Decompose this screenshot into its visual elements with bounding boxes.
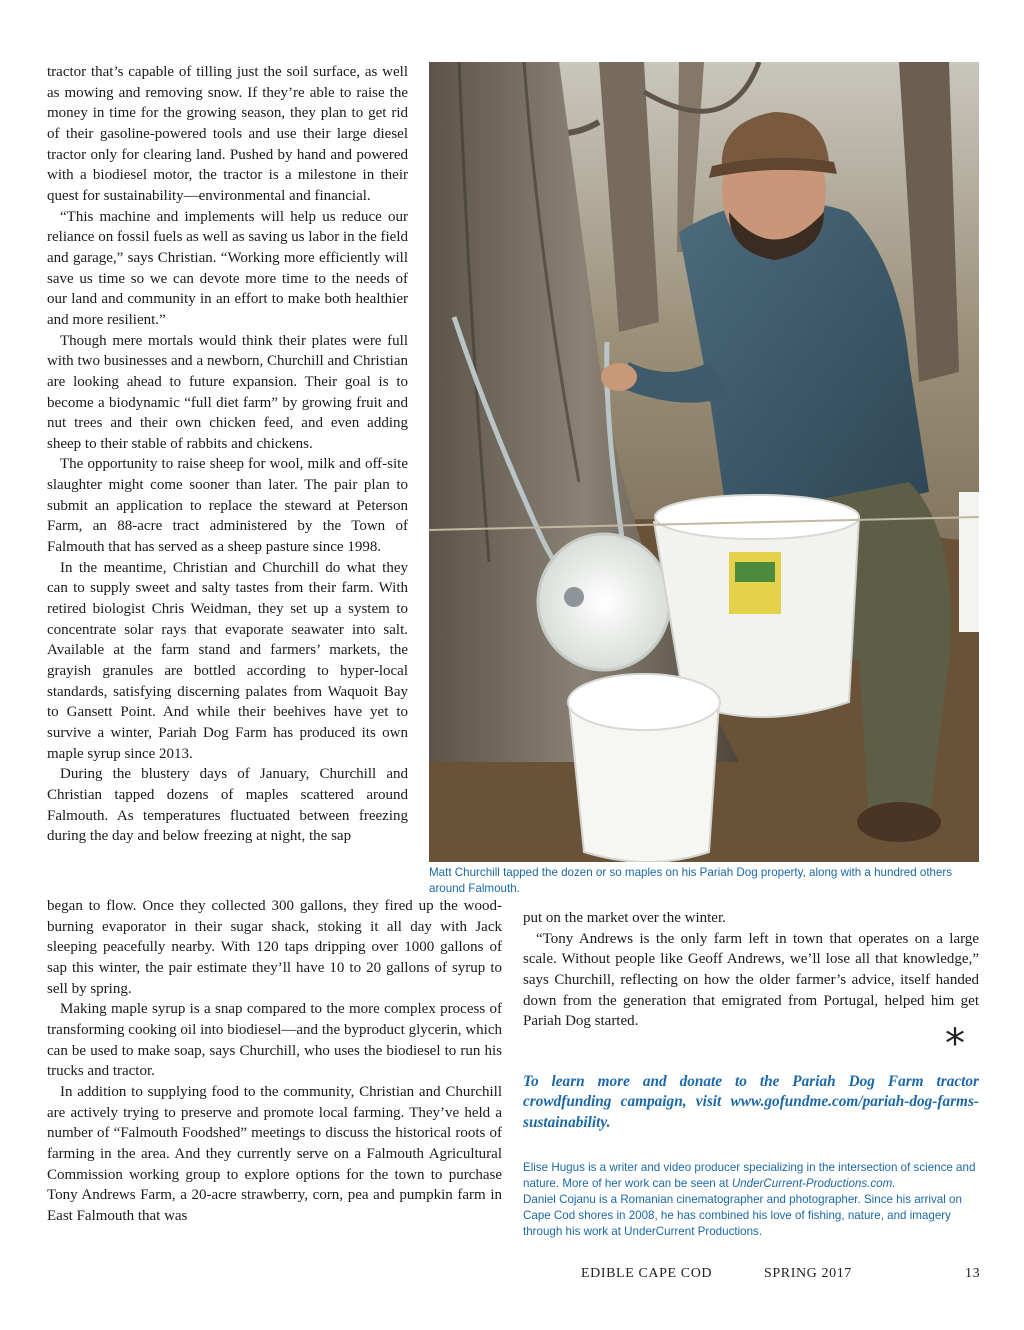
end-of-article-mark: * bbox=[945, 1021, 965, 1067]
article-paragraph: During the blustery days of January, Churchill and Christian tapped dozens of maples scattered around Falmouth. As temperatures fluctuated between freezing during the day and below freezing at night, the sap bbox=[47, 766, 408, 845]
article-paragraph: In addition to supplying food to the community, Christian and Churchill are actively trying to preserve and promote local farming. They’ve held a number of “Falmouth Foodshed” meetings to discuss the historical roots of farming in the area. And they currently serve on a Falmouth Agricultural Commission working group to explore options for the town to purchase Tony Andrews Farm, a 20-acre strawberry, corn, pea and pumpkin farm in East Falmouth that was bbox=[47, 1083, 502, 1224]
article-paragraph: In the meantime, Christian and Churchill do what they can to supply sweet and salty tastes from their farm. With retired biologist Chris Weidman, they set up a system to concentrate solar rays that evaporate seawater into salt. Available at the farm stand and farmers’ markets, the grayish granules are bottled according to hyper-local standards, satisfying discerning palates from Waquoit Bay to Gansett Point. And while their beehives have yet to survive a winter, Pariah Dog Farm has produced its own maple syrup since 2013. bbox=[47, 559, 408, 762]
article-paragraph: The opportunity to raise sheep for wool, milk and off-site slaughter might come sooner than later. The pair plan to submit an application to replace the steward at Peterson Farm, an 88-acre tract administered by the Town of Falmouth that has served as a sheep pasture since 1998. bbox=[47, 456, 408, 556]
credit-daniel: Daniel Cojanu is a Romanian cinematographer and photographer. Since his arrival on Cape Cod shores in 2008, he has combined his love of fishing, nature, and imagery through his work at UnderCurrent Productions. bbox=[523, 1193, 962, 1238]
article-column-right bbox=[523, 908, 979, 1032]
article-paragraph: “This machine and implements will help us reduce our reliance on fossil fuels as well as saving us labor in the field and garage,” says Christian. “Working more efficiently will save us time so we can devote more time to the needs of our land and community in an effort to make both healthier and more resilient.” bbox=[47, 208, 408, 328]
footer-page-number: 13 bbox=[965, 1266, 981, 1281]
crowdfunding-callout: To learn more and donate to the Pariah Dog Farm tractor crowdfunding campaign, visit www.gofundme.com/pariah-dog-farms-sustainability. bbox=[523, 1073, 979, 1131]
footer-publication: EDIBLE CAPE COD bbox=[581, 1266, 713, 1281]
page-footer bbox=[0, 1266, 1024, 1286]
article-photo bbox=[429, 62, 979, 862]
article-paragraph: “Tony Andrews is the only farm left in town that operates on a large scale. Without people like Geoff Andrews, we’ll lose all that knowledge,” says Churchill, reflecting on how the older farmer’s advice, itself handed down from the generation that emigrated from Portugal, helped him get Pariah Dog started. bbox=[523, 930, 979, 1030]
footer-issue: SPRING 2017 bbox=[764, 1266, 852, 1281]
article-paragraph: began to flow. Once they collected 300 gallons, they fired up the wood-burning evaporator in their sugar shack, stoking it all day with Jack sleeping peacefully nearby. With 120 taps dripping over 1000 gallons of sap this winter, the pair estimate they’ll have 10 to 20 gallons of syrup to sell by spring. bbox=[47, 898, 502, 997]
credit-elise-text: Elise Hugus is a writer and video producer specializing in the intersection of science and nature. More of her work can be seen at bbox=[523, 1161, 976, 1190]
author-credits bbox=[523, 1160, 979, 1240]
article-paragraph: tractor that’s capable of tilling just the soil surface, as well as mowing and removing snow. If they’re able to raise the money in time for the growing season, they plan to get rid of their gasoline-powered tools and use their large diesel tractor only for clearing land. Pushed by hand and powered with a biodiesel motor, the tractor is a milestone in their quest for sustainability—environmental and financial. bbox=[47, 64, 408, 204]
photo-caption: Matt Churchill tapped the dozen or so maples on his Pariah Dog property, along with a hundred others around Falmouth. bbox=[429, 866, 953, 895]
credit-elise-link[interactable]: UnderCurrent-Productions.com. bbox=[731, 1177, 896, 1190]
article-paragraph: Though mere mortals would think their plates were full with two businesses and a newborn, Churchill and Christian are looking ahead to future expansion. Their goal is to become a biodynamic “full diet farm” by growing fruit and nut trees and their own chicken feed, and even adding sheep to their stable of rabbits and chickens. bbox=[47, 332, 408, 452]
photo-illustration bbox=[429, 62, 979, 862]
article-column-left-bottom bbox=[47, 896, 502, 1227]
article-paragraph: put on the market over the winter. bbox=[523, 910, 726, 926]
article-paragraph: Making maple syrup is a snap compared to the more complex process of transforming cooking oil into biodiesel—and the byproduct glycerin, which can be used to make soap, says Churchill, who uses the biodiesel to run his trucks and tractor. bbox=[47, 1001, 502, 1080]
credit-elise bbox=[523, 1160, 979, 1192]
article-column-left-top bbox=[47, 62, 408, 847]
